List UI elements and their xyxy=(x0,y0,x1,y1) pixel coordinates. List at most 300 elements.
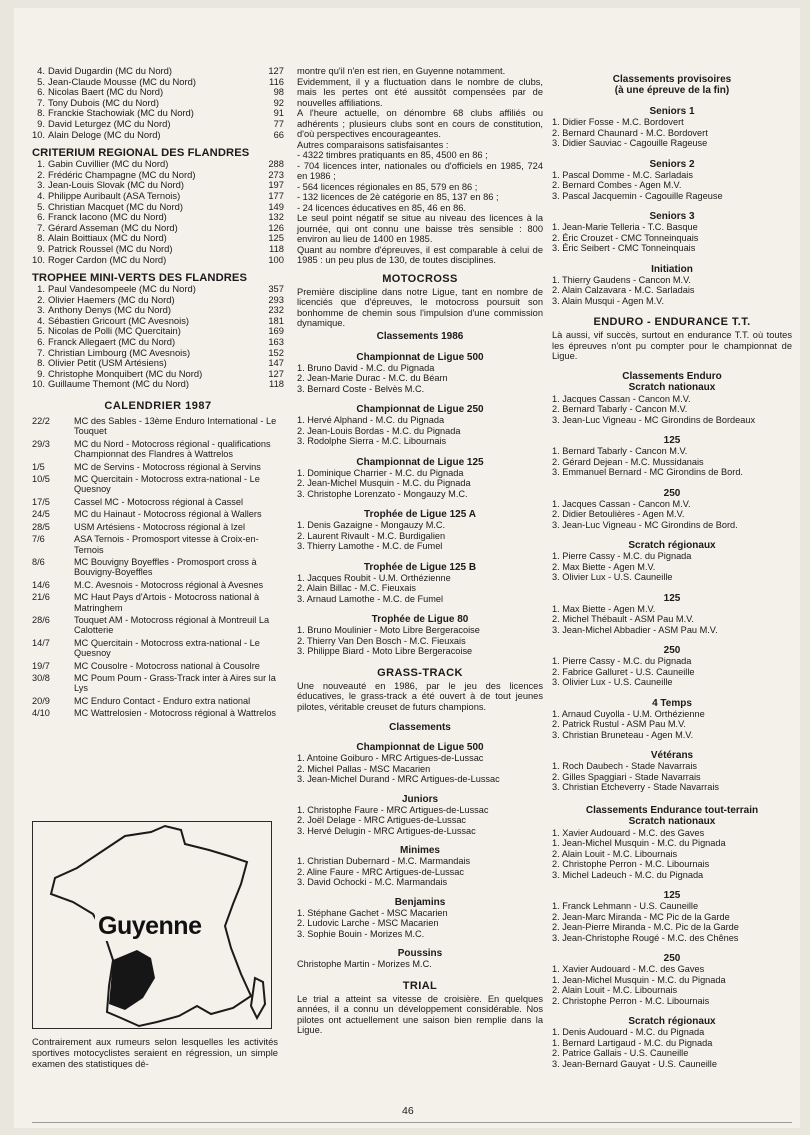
results-list xyxy=(552,499,792,531)
paragraph: montre qu'il n'en est rien, en Guyenne notamment. xyxy=(297,66,506,76)
classements-enduro-heading: Classements Enduro xyxy=(622,370,722,382)
ranking-row xyxy=(32,326,284,337)
event-text: MC Bouvigny Boyeffles - Promosport cross à Bouvigny-Boyeffles xyxy=(74,556,257,578)
rank-number: 9. xyxy=(37,117,45,129)
results-group-title: 250 xyxy=(663,645,681,656)
result-item: 1. Thierry Gaudens - Cancon M.V. xyxy=(552,274,691,285)
rank-number: 5. xyxy=(37,75,45,87)
ranking-row xyxy=(32,244,284,255)
result-item: 2. Joël Delage - MRC Artigues-de-Lussac xyxy=(297,815,467,825)
event-date: 1/5 xyxy=(32,461,45,472)
rank-number: 10. xyxy=(32,378,46,390)
criterium-title: CRITERIUM REGIONAL DES FLANDRES xyxy=(32,147,250,160)
calendar-event xyxy=(32,439,284,460)
results-group-title: Trophée de Ligue 125 B xyxy=(363,561,477,573)
result-item: 1. Bruno Moulinier - Moto Libre Bergeracoise xyxy=(297,625,480,635)
calendar-event xyxy=(32,416,284,437)
paragraph: Evidemment, il y a fluctuation dans le nombre de clubs, mais les pertes ont été aussitôt compensées par de nouvelles affiliations. xyxy=(297,76,543,108)
result-item: 3. Hervé Delugin - MRC Artigues-de-Lussac xyxy=(297,825,476,836)
rider-name: Guillaume Themont (MC du Nord) xyxy=(48,379,190,390)
magazine-page xyxy=(14,8,800,1128)
points: 66 xyxy=(273,128,284,140)
rider-name: Patrick Roussel (MC du Nord) xyxy=(48,243,173,254)
results-group-title: Seniors 3 xyxy=(649,211,695,222)
rider-name: Franck Allegaert (MC du Nord) xyxy=(48,337,176,348)
event-text: Touquet AM - Motocross régional à Montreuil La Calotterie xyxy=(74,614,270,636)
trial-results xyxy=(552,106,792,306)
ranking-row xyxy=(32,305,284,316)
france-map-figure xyxy=(32,821,272,1029)
rider-name: Franck Iacono (MC du Nord) xyxy=(48,212,167,223)
rider-name: Alain Boittiaux (MC du Nord) xyxy=(48,233,167,244)
result-item: 1. Bernard Lartigaud - M.C. du Pignada xyxy=(552,1037,713,1048)
result-item: 2. Michel Thébault - ASM Pau M.V. xyxy=(552,614,694,624)
points: 100 xyxy=(268,253,284,265)
rider-name: Paul Vandesompeele (MC du Nord) xyxy=(48,284,196,295)
points: 181 xyxy=(268,314,284,326)
result-item: 2. Bernard Tabarly - Cancon M.V. xyxy=(552,404,688,414)
rank-number: 1. xyxy=(37,283,45,295)
result-item: 1. Jacques Roubit - U.M. Orthézienne xyxy=(297,572,451,583)
calendar-event xyxy=(32,522,284,532)
result-item: 1. Stéphane Gachet - MSC Macarien xyxy=(297,907,448,918)
results-group-title: 125 xyxy=(663,890,681,901)
result-item: 1. Jean-Marie Telleria - T.C. Basque xyxy=(552,222,698,232)
calendar-event xyxy=(32,661,284,671)
classements-heading: Classements xyxy=(389,722,451,733)
result-item: 1. Christophe Faure - MRC Artigues-de-Lussac xyxy=(297,804,489,815)
results-list xyxy=(297,908,543,940)
points: 132 xyxy=(268,211,284,223)
rank-number: 4. xyxy=(37,314,45,326)
result-item: 1. Christian Dubernard - M.C. Marmandais xyxy=(297,856,471,866)
result-item: 2. Didier Betoulières - Agen M.V. xyxy=(552,509,685,519)
results-list xyxy=(552,1027,792,1069)
points: 163 xyxy=(268,336,284,348)
event-text: MC Enduro Contact - Enduro extra national xyxy=(74,695,251,706)
enduro-results xyxy=(552,394,792,793)
result-item: 3. Christophe Lorenzato - Mongauzy M.C. xyxy=(297,488,468,499)
result-item: 3. Jean-Luc Vigneau - MC Girondins de Bord. xyxy=(552,519,738,530)
event-date: 4/10 xyxy=(32,708,50,719)
result-item: 1. Denis Gazaigne - Mongauzy M.C. xyxy=(297,520,446,530)
result-item: 1. Jean-Michel Musquin - M.C. du Pignada xyxy=(552,974,726,985)
results-list xyxy=(552,170,792,202)
result-item: 1. Bruno David - M.C. du Pignada xyxy=(297,362,435,373)
result-item: 2. Éric Crouzet - CMC Tonneinquais xyxy=(552,232,699,243)
rank-number: 7. xyxy=(37,96,45,108)
results-list xyxy=(552,656,792,688)
result-item: 2. Bernard Combes - Agen M.V. xyxy=(552,180,682,190)
rider-name: Jean-Claude Mousse (MC du Nord) xyxy=(48,76,196,87)
ranking-row xyxy=(32,233,284,244)
result-item: 2. Max Biette - Agen M.V. xyxy=(552,561,656,572)
result-item: 1. Pierre Cassy - M.C. du Pignada xyxy=(552,656,692,666)
result-item: 3. Rodolphe Sierra - M.C. Libournais xyxy=(297,436,447,446)
left-column xyxy=(32,66,284,721)
classements-provisoires-subheading: (à une épreuve de la fin) xyxy=(614,85,730,96)
points: 91 xyxy=(273,107,284,119)
rank-number: 6. xyxy=(37,211,45,223)
classements-endurance-heading: Classements Endurance tout-terrain xyxy=(585,804,759,816)
results-group-title: Poussins xyxy=(397,948,443,959)
calendar-event xyxy=(32,580,284,590)
rank-number: 9. xyxy=(37,367,45,379)
result-item: 1. Arnaud Cuyolla - U.M. Orthézienne xyxy=(552,708,705,719)
comparison-line: - 4322 timbres pratiquants en 85, 4500 en 86 ; xyxy=(297,150,488,160)
points: 232 xyxy=(268,304,284,316)
comparisons-list xyxy=(297,140,543,214)
results-group-title: Scratch régionaux xyxy=(628,540,716,551)
scratch-nationaux-heading: Scratch nationaux xyxy=(628,381,716,393)
points: 118 xyxy=(269,242,284,254)
result-item: 3. Thierry Lamothe - M.C. de Fumel xyxy=(297,541,443,551)
ranking-row xyxy=(32,212,284,223)
event-text: MC Quercitain - Motocross extra-national - Le Quesnoy xyxy=(74,637,260,659)
rider-name: Christian Macquet (MC du Nord) xyxy=(48,201,183,212)
ranking-row xyxy=(32,159,284,170)
event-text: MC Cousolre - Motocross national à Cousolre xyxy=(74,660,260,671)
paragraph: Quant au nombre d'épreuves, il est comparable à celui de 1985 : un peu plus de 130, de toutes disciplines. xyxy=(297,244,543,265)
motocross-results xyxy=(297,352,543,657)
result-item: 1. Hervé Alphand - M.C. du Pignada xyxy=(297,415,445,425)
result-item: 2. Alain Louit - M.C. Libournais xyxy=(552,985,678,995)
rider-name: Sébastien Gricourt (MC Avesnois) xyxy=(48,315,190,326)
result-item: 3. Jean-Christophe Rougé - M.C. des Chênes xyxy=(552,932,739,943)
event-date: 24/5 xyxy=(32,509,50,520)
calendar-event xyxy=(32,615,284,636)
rider-name: Philippe Auribault (ASA Ternois) xyxy=(48,190,181,201)
results-list xyxy=(552,709,792,741)
results-group-title: Initiation xyxy=(651,263,693,275)
rank-number: 4. xyxy=(37,189,45,201)
results-list xyxy=(297,363,543,395)
ranking-row xyxy=(32,337,284,348)
ranking-row xyxy=(32,180,284,191)
result-item: 3. Olivier Lux - U.S. Cauneille xyxy=(552,572,673,582)
result-item: 1. Antoine Goiburo - MRC Artigues-de-Lussac xyxy=(297,753,484,763)
results-group-title: 250 xyxy=(663,953,681,964)
calendar-event xyxy=(32,534,284,555)
results-group-title: 125 xyxy=(663,435,681,446)
rank-number: 10. xyxy=(32,128,46,140)
trophee-list xyxy=(32,284,284,390)
result-item: 2. Jean-Louis Bordas - M.C. du Pignada xyxy=(297,425,461,436)
results-group-title: Championnat de Ligue 500 xyxy=(356,742,484,753)
result-item: 3. Christian Bruneteau - Agen M.V. xyxy=(552,729,694,740)
result-item: 2. Christophe Perron - M.C. Libournais xyxy=(552,995,710,1006)
result-item: 3. Olivier Lux - U.S. Cauneille xyxy=(552,677,673,687)
result-item: 3. Jean-Michel Abbadier - ASM Pau M.V. xyxy=(552,624,718,635)
points: 152 xyxy=(268,346,284,358)
ranking-row xyxy=(32,316,284,327)
result-item: 3. Jean-Michel Durand - MRC Artigues-de-Lussac xyxy=(297,774,500,784)
results-group-title: Scratch régionaux xyxy=(628,1016,716,1027)
points: 177 xyxy=(268,189,284,201)
results-list xyxy=(552,761,792,793)
event-date: 14/6 xyxy=(32,579,50,590)
result-item: 2. Gérard Dejean - M.C. Mussidanais xyxy=(552,456,704,467)
results-group-title: Trophée de Ligue 125 A xyxy=(364,509,476,520)
result-item: 3. Bernard Coste - Belvès M.C. xyxy=(297,383,425,394)
results-group-title: Seniors 2 xyxy=(649,158,695,170)
result-item: 2. Jean-Michel Musquin - M.C. du Pignada xyxy=(297,478,471,488)
rider-name: Gérard Asseman (MC du Nord) xyxy=(48,222,178,233)
ranking-row xyxy=(32,191,284,202)
ranking-row xyxy=(32,369,284,380)
result-item: 3. Emmanuel Bernard - MC Girondins de Bord. xyxy=(552,467,743,477)
calendar-event xyxy=(32,696,284,706)
rider-name: Jean-Louis Slovak (MC du Nord) xyxy=(48,180,184,191)
ranking-row xyxy=(32,108,284,119)
result-item: 1. Pierre Cassy - M.C. du Pignada xyxy=(552,551,692,561)
event-date: 8/6 xyxy=(32,556,45,567)
event-text: USM Artésiens - Motocross régional à Izel xyxy=(74,521,246,532)
calendar-event xyxy=(32,592,284,613)
motocross-text: Première discipline dans notre Ligue, tant en nombre de licenciés que d'épreuves, le motocross poursuit son bonhomme de chemin sous l'impulsion d'une commission dynamique. xyxy=(297,286,543,328)
event-date: 17/5 xyxy=(32,496,50,507)
result-item: 1. Jacques Cassan - Cancon M.V. xyxy=(552,498,691,509)
ranking-row xyxy=(32,66,284,77)
event-text: M.C. Avesnois - Motocross régional à Avesnes xyxy=(74,579,264,590)
points: 149 xyxy=(268,200,284,212)
points: 127 xyxy=(268,367,284,379)
rank-number: 7. xyxy=(37,346,45,358)
rank-number: 6. xyxy=(37,336,45,348)
result-item: 3. Philippe Biard - Moto Libre Bergeracoise xyxy=(297,646,473,656)
result-item: 2. Patrice Gallais - U.S. Cauneille xyxy=(552,1048,689,1058)
trophee-title: TROPHEE MINI-VERTS DES FLANDRES xyxy=(32,272,248,285)
result-item: 2. Jean-Pierre Miranda - M.C. Pic de la Garde xyxy=(552,922,739,932)
paragraph: A l'heure actuelle, on dénombre 68 clubs affiliés ou adhérents ; plusieurs clubs sont en cours de constitution, d'où perspectives encourageantes. xyxy=(297,108,543,139)
rider-name: Olivier Haemers (MC du Nord) xyxy=(48,294,175,305)
calendar-event xyxy=(32,638,284,659)
rider-name: Nicolas de Polli (MC Quercitain) xyxy=(48,326,181,337)
points: 92 xyxy=(273,96,284,108)
result-item: 1. Jean-Michel Musquin - M.C. du Pignada xyxy=(552,838,726,848)
result-item: 1. Max Biette - Agen M.V. xyxy=(552,603,656,614)
right-column xyxy=(552,66,792,1069)
rank-number: 8. xyxy=(37,107,45,119)
comparison-line: - 132 licences de 2è catégorie en 85, 137 en 86 ; xyxy=(297,192,499,202)
result-item: 2. Aline Faure - MRC Artigues-de-Lussac xyxy=(297,866,464,877)
rank-number: 5. xyxy=(37,325,45,337)
results-group-title: Championnat de Ligue 125 xyxy=(356,456,484,468)
event-text: Cassel MC - Motocross régional à Cassel xyxy=(74,496,244,507)
result-item: 3. Éric Seibert - CMC Tonneinquais xyxy=(552,243,696,253)
trial-heading: TRIAL xyxy=(402,979,438,992)
rank-number: 8. xyxy=(37,357,45,369)
grass-track-text: Une nouveauté en 1986, par le jeu des licences éducatives, le grass-track a été ouvert à de tout jeunes pilotes, véritable creuset de futurs champions. xyxy=(297,680,543,712)
event-text: ASA Ternois - Promosport vitesse à Croix-en-Ternois xyxy=(74,534,259,555)
classements-1986-heading: Classements 1986 xyxy=(376,330,464,342)
calendar-event xyxy=(32,673,284,694)
event-date: 22/2 xyxy=(32,416,50,427)
rank-number: 3. xyxy=(37,304,45,316)
middle-column xyxy=(297,66,543,1036)
event-date: 29/3 xyxy=(32,438,50,449)
points: 125 xyxy=(268,232,284,244)
result-item: 1. Denis Audouard - M.C. du Pignada xyxy=(552,1027,705,1037)
ranking-row xyxy=(32,223,284,234)
results-group-title: Juniors xyxy=(401,793,439,805)
results-group-title: Trophée de Ligue 80 xyxy=(371,614,469,625)
ranking-row xyxy=(32,98,284,109)
enduro-text: Là aussi, vif succès, surtout en endurance T.T. où toutes les épreuves n'ont pu compter pour le championnat de Ligue. xyxy=(552,330,792,361)
result-item: 3. Jean-Luc Vigneau - MC Girondins de Bordeaux xyxy=(552,414,756,425)
results-group-title: Championnat de Ligue 250 xyxy=(356,404,484,415)
points: 357 xyxy=(268,283,284,295)
comparison-line: - 24 licences éducatives en 85, 46 en 86. xyxy=(297,202,467,213)
results-list xyxy=(297,805,543,837)
results-list xyxy=(552,604,792,636)
event-date: 20/9 xyxy=(32,695,50,706)
ranking-row xyxy=(32,119,284,130)
result-item: 3. Jean-Bernard Gauyat - U.S. Cauneille xyxy=(552,1058,717,1069)
rider-name: Christophe Monquibert (MC du Nord) xyxy=(48,368,203,379)
results-list xyxy=(297,520,543,552)
result-item: Christophe Martin - Morizes M.C. xyxy=(297,959,432,969)
rider-name: Anthony Denys (MC du Nord) xyxy=(48,305,171,316)
event-date: 10/5 xyxy=(32,474,50,485)
result-item: 3. Didier Sauviac - Cagouille Rageuse xyxy=(552,138,708,148)
points: 77 xyxy=(273,117,284,129)
result-item: 1. Jacques Cassan - Cancon M.V. xyxy=(552,393,691,404)
points: 293 xyxy=(268,293,284,305)
rank-number: 2. xyxy=(37,168,45,180)
rider-name: Christian Limbourg (MC Avesnois) xyxy=(48,347,191,358)
results-list xyxy=(552,901,792,943)
result-item: 3. Sophie Bouin - Morizes M.C. xyxy=(297,928,425,939)
guyenne-map-label: Guyenne xyxy=(95,912,204,941)
event-text: MC du Hainaut - Motocross régional à Wallers xyxy=(74,509,262,520)
grass-track-results xyxy=(297,742,543,970)
rider-name: Olivier Petit (USM Artésiens) xyxy=(48,358,167,369)
event-date: 30/8 xyxy=(32,672,50,683)
result-item: 1. Bernard Tabarly - Cancon M.V. xyxy=(552,446,688,456)
ranking-row xyxy=(32,379,284,390)
points: 169 xyxy=(268,325,284,337)
event-text: MC Poum Poum - Grass-Track inter à Aires sur la Lys xyxy=(74,672,276,694)
result-item: 3. Alain Musqui - Agen M.V. xyxy=(552,295,665,306)
comparison-line: Autres comparaisons satisfaisantes : xyxy=(297,139,449,150)
ranking-row xyxy=(32,348,284,359)
rider-name: Franckie Stachowiak (MC du Nord) xyxy=(48,108,194,119)
result-item: 3. Pascal Jacquemin - Cagouille Rageuse xyxy=(552,190,723,201)
results-list xyxy=(297,415,543,447)
result-item: 2. Ludovic Larche - MSC Macarien xyxy=(297,918,439,928)
motocross-heading: MOTOCROSS xyxy=(382,272,458,285)
rider-name: Gabin Cuvillier (MC du Nord) xyxy=(48,159,169,170)
calendar-event xyxy=(32,462,284,472)
event-text: MC Haut Pays d'Artois - Motocross national à Matringhem xyxy=(74,592,260,613)
results-list xyxy=(552,222,792,254)
ranking-row xyxy=(32,130,284,141)
calendar-list xyxy=(32,416,284,719)
scratch-nationaux-heading-2: Scratch nationaux xyxy=(628,815,716,827)
points: 147 xyxy=(268,357,284,369)
ranking-row xyxy=(32,295,284,306)
top-ranking-list xyxy=(32,66,284,140)
results-group-title: 4 Temps xyxy=(652,697,692,709)
rank-number: 7. xyxy=(37,221,45,233)
calendar-event xyxy=(32,497,284,507)
points: 118 xyxy=(269,378,284,390)
event-text: MC de Servins - Motocross régional à Servins xyxy=(74,461,261,472)
results-list xyxy=(552,828,792,881)
result-item: 1. Roch Daubech - Stade Navarrais xyxy=(552,761,698,771)
event-text: MC Wattrelosien - Motocross régional à Wattrelos xyxy=(74,708,277,719)
rank-number: 5. xyxy=(37,200,45,212)
results-list xyxy=(297,959,543,970)
result-item: 2. Bernard Chaunard - M.C. Bordovert xyxy=(552,127,708,138)
criterium-list xyxy=(32,159,284,265)
results-list xyxy=(297,468,543,500)
result-item: 3. Arnaud Lamothe - M.C. de Fumel xyxy=(297,593,444,604)
result-item: 1. Pascal Domme - M.C. Sarladais xyxy=(552,169,693,180)
rider-name: Roger Cardon (MC du Nord) xyxy=(48,254,167,265)
results-group-title: Minimes xyxy=(399,845,440,856)
results-list xyxy=(552,394,792,426)
ranking-row xyxy=(32,87,284,98)
result-item: 3. Christian Etcheverry - Stade Navarrais xyxy=(552,782,719,792)
result-item: 3. David Ochocki - M.C. Marmandais xyxy=(297,877,448,887)
ranking-row xyxy=(32,170,284,181)
comparison-line: - 564 licences régionales en 85, 579 en 86 ; xyxy=(297,181,478,192)
results-group-title: Seniors 1 xyxy=(649,106,695,117)
results-group-title: Vétérans xyxy=(650,750,694,761)
result-item: 2. Michel Pallas - MSC Macarien xyxy=(297,763,431,774)
result-item: 1. Dominique Charrier - M.C. du Pignada xyxy=(297,467,464,478)
page-number: 46 xyxy=(402,1105,414,1117)
event-date: 7/6 xyxy=(32,534,45,545)
event-date: 28/6 xyxy=(32,614,50,625)
results-group-title: 125 xyxy=(663,592,681,604)
event-date: 14/7 xyxy=(32,637,50,648)
result-item: 2. Christophe Perron - M.C. Libournais xyxy=(552,859,710,869)
result-item: 1. Didier Fosse - M.C. Bordovert xyxy=(552,117,684,127)
rank-number: 4. xyxy=(37,65,45,76)
enduro-heading: ENDURO - ENDURANCE T.T. xyxy=(593,316,751,328)
result-item: 2. Jean-Marie Durac - M.C. du Béarn xyxy=(297,373,448,383)
paragraph: Le seul point négatif se situe au niveau des licences à la journée, qui ont connu une baisse très sensible : 800 environ au lieu de 1400 en 1985. xyxy=(297,213,543,244)
result-item: 1. Xavier Audouard - M.C. des Gaves xyxy=(552,964,705,974)
calendar-event xyxy=(32,474,284,495)
ranking-row xyxy=(32,255,284,266)
results-list xyxy=(552,275,792,307)
points: 116 xyxy=(269,75,284,87)
result-item: 3. Michel Ladeuch - M.C. du Pignada xyxy=(552,869,704,880)
points: 98 xyxy=(273,86,284,98)
rider-name: Tony Dubois (MC du Nord) xyxy=(48,97,159,108)
results-group-title: Championnat de Ligue 500 xyxy=(356,351,484,363)
result-item: 1. Xavier Audouard - M.C. des Gaves xyxy=(552,827,705,838)
result-item: 2. Alain Calzavara - M.C. Sarladais xyxy=(552,285,695,295)
rank-number: 10. xyxy=(32,253,46,265)
result-item: 2. Patrick Rustul - ASM Pau M.V. xyxy=(552,719,686,729)
result-item: 2. Jean-Marc Miranda - MC Pic de la Garde xyxy=(552,911,730,922)
intro-paragraph: Contrairement aux rumeurs selon lesquelles les activités sportives motocyclistes seraient en régression, un simple examen des statistiques dé- xyxy=(32,1036,278,1069)
results-group-title: Benjamins xyxy=(394,896,446,908)
ranking-row xyxy=(32,77,284,88)
points: 288 xyxy=(268,158,284,170)
event-date: 21/6 xyxy=(32,592,50,603)
event-text: MC du Nord - Motocross régional - qualifications Championnat des Flandres à Wattrelos xyxy=(74,438,271,460)
rider-name: David Dugardin (MC du Nord) xyxy=(48,66,173,76)
results-list xyxy=(552,551,792,583)
endurance-results xyxy=(552,828,792,1070)
results-list xyxy=(297,625,543,657)
